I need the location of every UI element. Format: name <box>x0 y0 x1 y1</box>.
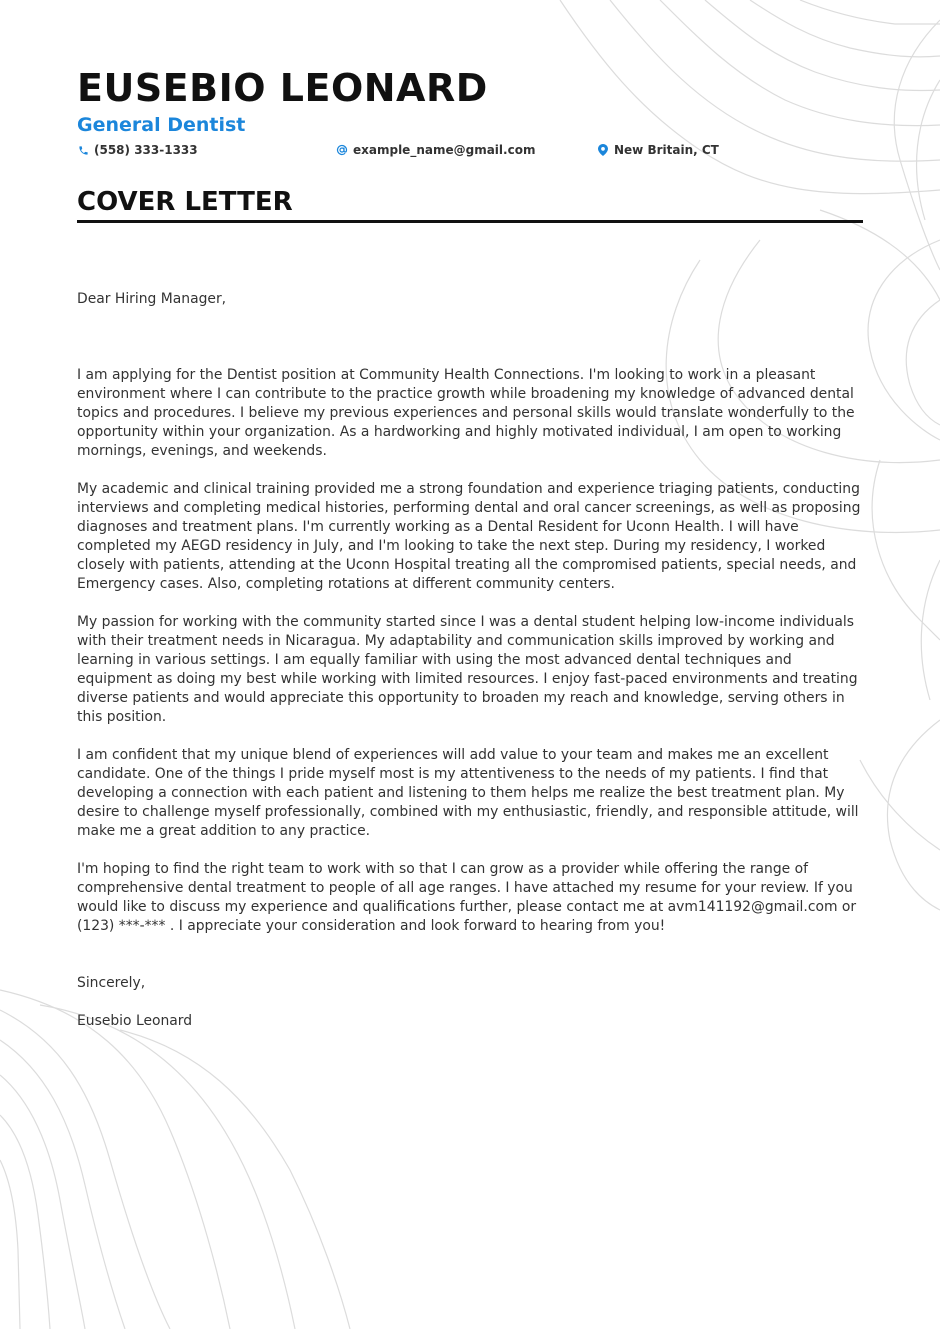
contact-phone[interactable] <box>77 143 198 157</box>
job-title: General Dentist <box>77 114 246 136</box>
phone-icon <box>77 144 89 156</box>
phone-text: (558) 333-1333 <box>94 143 198 157</box>
email-text: example_name@gmail.com <box>353 143 536 157</box>
letter-paragraph: My academic and clinical training provided me a strong foundation and experience triaging patients, conducting interviews and completing medical histories, performing dental and oral cancer screenings, as well as proposing diagnoses and treatment plans. I'm currently working as a Dental Resident for Uconn Health. I will have completed my AEGD residency in July, and I'm looking to take the next step. During my residency, I worked closely with patients, attending at the Uconn Hospital treating all the compromised patients, special needs, and Emergency cases. Also, completing rotations at different community centers. <box>77 481 861 592</box>
section-divider <box>77 220 863 223</box>
letter-paragraph: I'm hoping to find the right team to work with so that I can grow as a provider while offering the range of comprehensive dental treatment to people of all age ranges. I have attached my resume for your review. If you would like to discuss my experience and qualifications further, please contact me at avm141192@gmail.com or (123) ***-*** . I appreciate your consideration and look forward to hearing from you! <box>77 861 857 934</box>
salutation-text: Dear Hiring Manager, <box>77 291 227 307</box>
letter-paragraph: I am confident that my unique blend of experiences will add value to your team and makes me an excellent candidate. One of the things I pride myself most is my attentiveness to the needs of my patients. I find that developing a connection with each patient and listening to them helps me realize the best treatment plan. My desire to challenge myself professionally, combined with my enthusiastic, friendly, and responsible attitude, will make me a great addition to any practice. <box>77 747 859 839</box>
at-icon <box>336 144 348 156</box>
location-text: New Britain, CT <box>614 143 719 157</box>
signature-text: Eusebio Leonard <box>77 1013 193 1029</box>
contact-email[interactable] <box>336 143 535 157</box>
letter-paragraph: My passion for working with the community started since I was a dental student helping low-income individuals with their treatment needs in Nicaragua. My adaptability and communication skills improved by working and learning in various settings. I am equally familiar with using the most advanced dental techniques and equipment as doing my best while working with limited resources. I enjoy fast-paced environments and treating diverse patients and would appreciate this opportunity to broaden my reach and knowledge, serving others in this position. <box>77 614 858 725</box>
contact-location <box>597 143 719 157</box>
letter-closing <box>77 974 863 993</box>
letter-salutation <box>77 290 863 309</box>
map-pin-icon <box>597 144 609 156</box>
closing-text: Sincerely, <box>77 975 146 991</box>
letter-paragraph: I am applying for the Dentist position at Community Health Connections. I'm looking to work in a pleasant environment where I can contribute to the practice growth while broadening my knowledge of advanced dental topics and procedures. I believe my previous experiences and personal skills would translate wonderfully to the opportunity within your organization. As a hardworking and highly motivated individual, I am open to working mornings, evenings, and weekends. <box>77 367 855 459</box>
section-title: COVER LETTER <box>77 187 293 217</box>
contact-info <box>77 143 863 159</box>
applicant-name: EUSEBIO LEONARD <box>77 66 488 110</box>
letter-body <box>77 366 863 955</box>
letter-signature <box>77 1012 863 1031</box>
